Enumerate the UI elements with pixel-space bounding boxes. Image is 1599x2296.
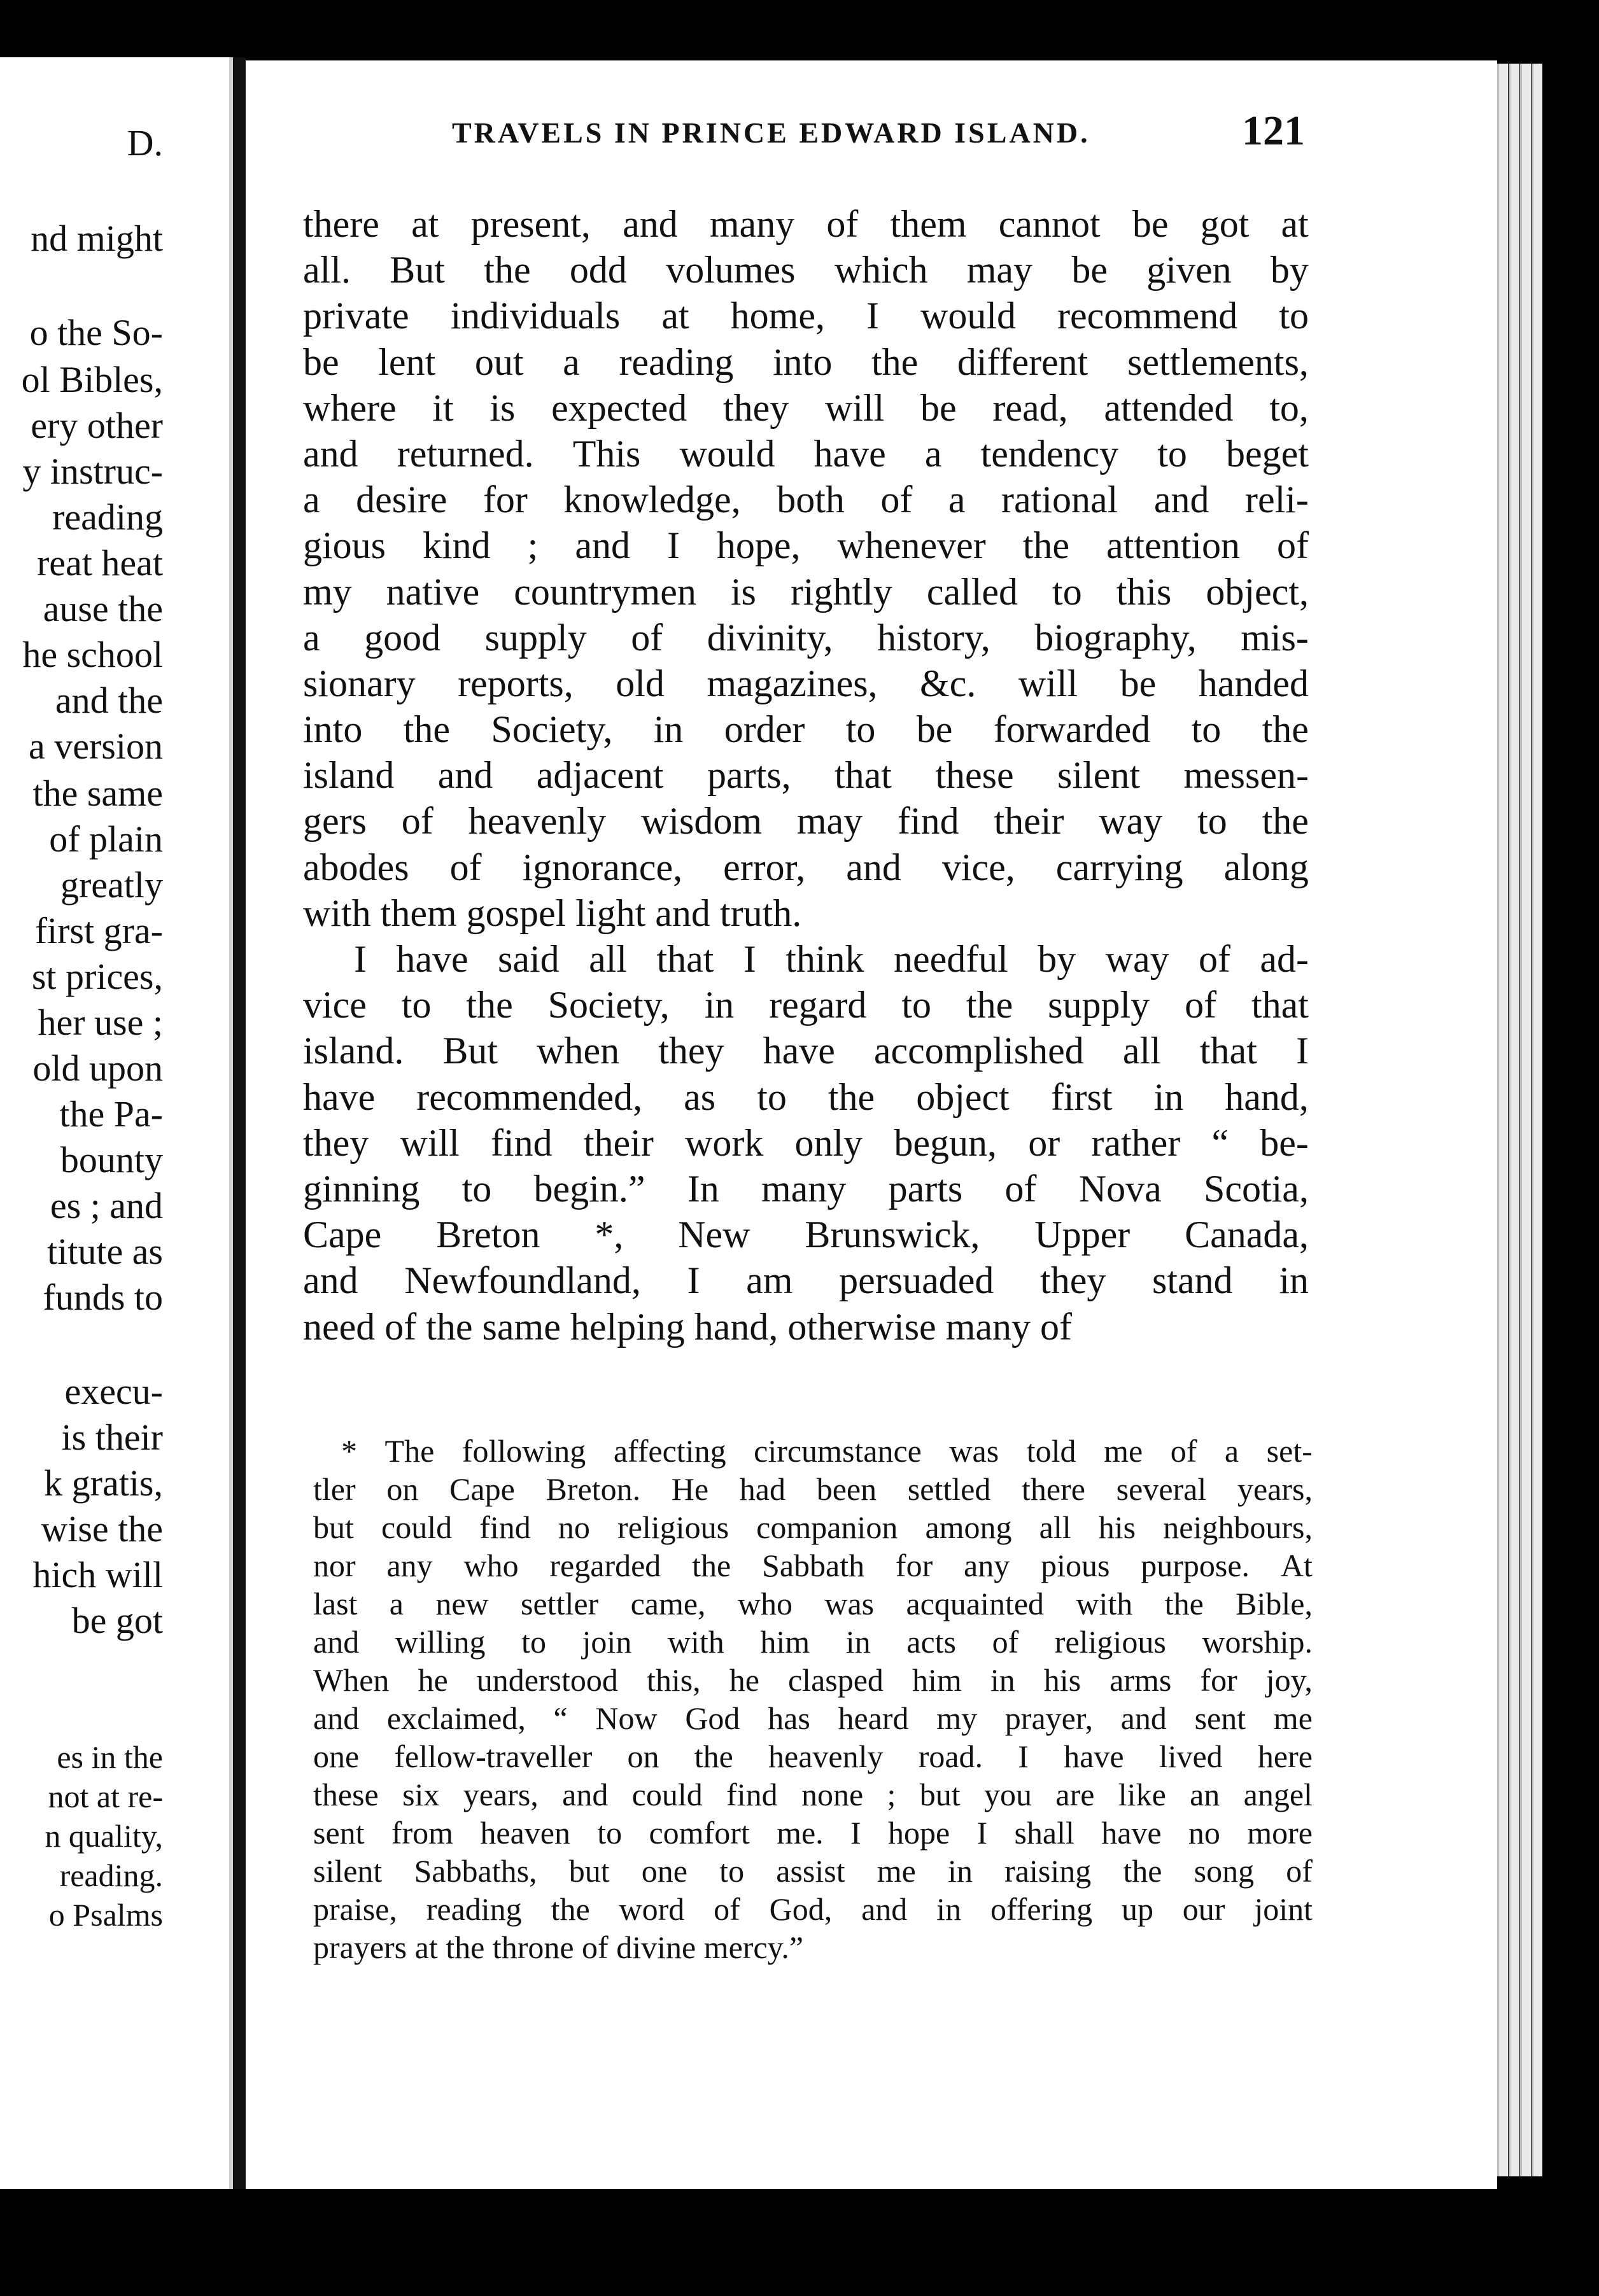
left-page-line: ol Bibles, [21, 359, 163, 400]
text-line: where it is expected they will be read, attended to, [303, 386, 1309, 429]
footnote [313, 1432, 1313, 1966]
left-page-line: the same [32, 773, 163, 814]
footnote-line: silent Sabbaths, but one to assist me in raising the song of [313, 1853, 1313, 1889]
left-page-line: o Psalms [48, 1897, 163, 1933]
page-header [191, 108, 1305, 159]
left-page-line: n quality, [45, 1818, 163, 1854]
left-page-line: her use ; [38, 1002, 163, 1043]
text-line: abodes of ignorance, error, and vice, carrying along [303, 846, 1309, 888]
footnote-line: nor any who regarded the Sabbath for any pious purpose. At [313, 1548, 1313, 1583]
left-page-line: a version [29, 725, 163, 767]
footnote-line: sent from heaven to comfort me. I hope I shall have no more [313, 1815, 1313, 1851]
left-page-line: y instruc- [22, 451, 163, 492]
left-page-line: and the [55, 680, 163, 721]
text-line: they will find their work only begun, or rather “ be- [303, 1121, 1309, 1164]
text-line: and Newfoundland, I am persuaded they stand in [303, 1259, 1309, 1302]
left-page-line: is their [61, 1417, 163, 1458]
left-page-line: hich will [32, 1554, 163, 1595]
left-page-line: be got [71, 1600, 163, 1641]
left-page-line: wise the [41, 1508, 163, 1550]
left-page-line: greatly [60, 864, 163, 906]
left-page-line: he school [22, 634, 163, 675]
text-line: sionary reports, old magazines, &c. will be handed [303, 662, 1309, 704]
text-line: there at present, and many of them cannot be got at [303, 203, 1309, 245]
body-text [303, 201, 1309, 1350]
footnote-line: tler on Cape Breton. He had been settled there several years, [313, 1471, 1313, 1507]
text-line: into the Society, in order to be forwarded to the [303, 708, 1309, 751]
footnote-line: and willing to join with him in acts of religious worship. [313, 1624, 1313, 1660]
left-page-line: k gratis, [44, 1462, 163, 1504]
page-edge [1509, 64, 1519, 2176]
left-page-line: titute as [46, 1231, 163, 1272]
text-line: Cape Breton *, New Brunswick, Upper Canada, [303, 1214, 1309, 1256]
footnote-line: * The following affecting circumstance was told me of a set- [341, 1433, 1313, 1469]
left-page-line: reat heat [36, 542, 163, 584]
text-line: gious kind ; and I hope, whenever the attention of [303, 524, 1309, 567]
text-line: be lent out a reading into the different settlements, [303, 340, 1309, 383]
left-page-line: not at re- [48, 1779, 163, 1814]
left-page-line: es ; and [50, 1185, 163, 1226]
text-line: ginning to begin.” In many parts of Nova Scotia, [303, 1167, 1309, 1210]
text-line: and returned. This would have a tendency to beget [303, 432, 1309, 475]
left-page-line: of plain [49, 818, 163, 860]
footnote-line: these six years, and could find none ; but you are like an angel [313, 1777, 1313, 1812]
footnote-line: and exclaimed, “ Now God has heard my prayer, and sent me [313, 1700, 1313, 1736]
left-page-line: D. [127, 122, 163, 164]
left-page-fragment [0, 57, 233, 2189]
left-page-line: bounty [60, 1139, 163, 1180]
footnote-line: prayers at the throne of divine mercy.” [313, 1929, 804, 1965]
text-line: a desire for knowledge, both of a rational and reli- [303, 479, 1309, 521]
left-page-line: es in the [57, 1739, 163, 1775]
footnote-line: When he understood this, he clasped him in his arms for joy, [313, 1662, 1313, 1698]
footnote-line: but could find no religious companion among all his neighbours, [313, 1509, 1313, 1545]
footnote-line: last a new settler came, who was acquainted with the Bible, [313, 1586, 1313, 1621]
running-title: TRAVELS IN PRINCE EDWARD ISLAND. [452, 116, 1090, 149]
left-page-line: reading [52, 496, 163, 538]
left-page-line: o the So- [29, 312, 163, 353]
left-page-line: old upon [32, 1047, 163, 1089]
text-line: with them gospel light and truth. [303, 892, 802, 934]
text-line: I have said all that I think needful by way of ad- [354, 938, 1309, 980]
left-page-line: nd might [31, 218, 163, 259]
text-line: island. But when they have accomplished all that I [303, 1030, 1309, 1072]
text-line: all. But the odd volumes which may be given by [303, 249, 1309, 291]
page-edge [1497, 64, 1508, 2176]
text-line: vice to the Society, in regard to the supply of that [303, 984, 1309, 1026]
text-line: my native countrymen is rightly called to this object, [303, 570, 1309, 613]
text-line: island and adjacent parts, that these silent messen- [303, 754, 1309, 797]
left-page-line: reading. [59, 1858, 163, 1893]
left-page-line: the Pa- [59, 1093, 163, 1135]
left-page-line: funds to [43, 1277, 163, 1318]
page-number: 121 [1242, 108, 1305, 154]
left-page-line: st prices, [31, 956, 163, 997]
text-line: have recommended, as to the object first in hand, [303, 1075, 1309, 1118]
page-edge [1520, 64, 1531, 2176]
left-page-line: ause the [43, 588, 163, 629]
footnote-line: one fellow-traveller on the heavenly road. I have lived here [313, 1739, 1313, 1774]
book-gutter [233, 57, 246, 2189]
text-line: need of the same helping hand, otherwise many of [303, 1305, 1072, 1348]
footnote-line: praise, reading the word of God, and in offering up our joint [313, 1891, 1313, 1927]
left-page-line: first gra- [34, 910, 163, 951]
left-page-line: ery other [31, 405, 163, 446]
left-page-line: execu- [64, 1371, 163, 1412]
text-line: a good supply of divinity, history, biography, mis- [303, 616, 1309, 659]
text-line: gers of heavenly wisdom may find their way to the [303, 800, 1309, 843]
text-line: private individuals at home, I would recommend to [303, 295, 1309, 337]
page-edge [1532, 64, 1542, 2176]
